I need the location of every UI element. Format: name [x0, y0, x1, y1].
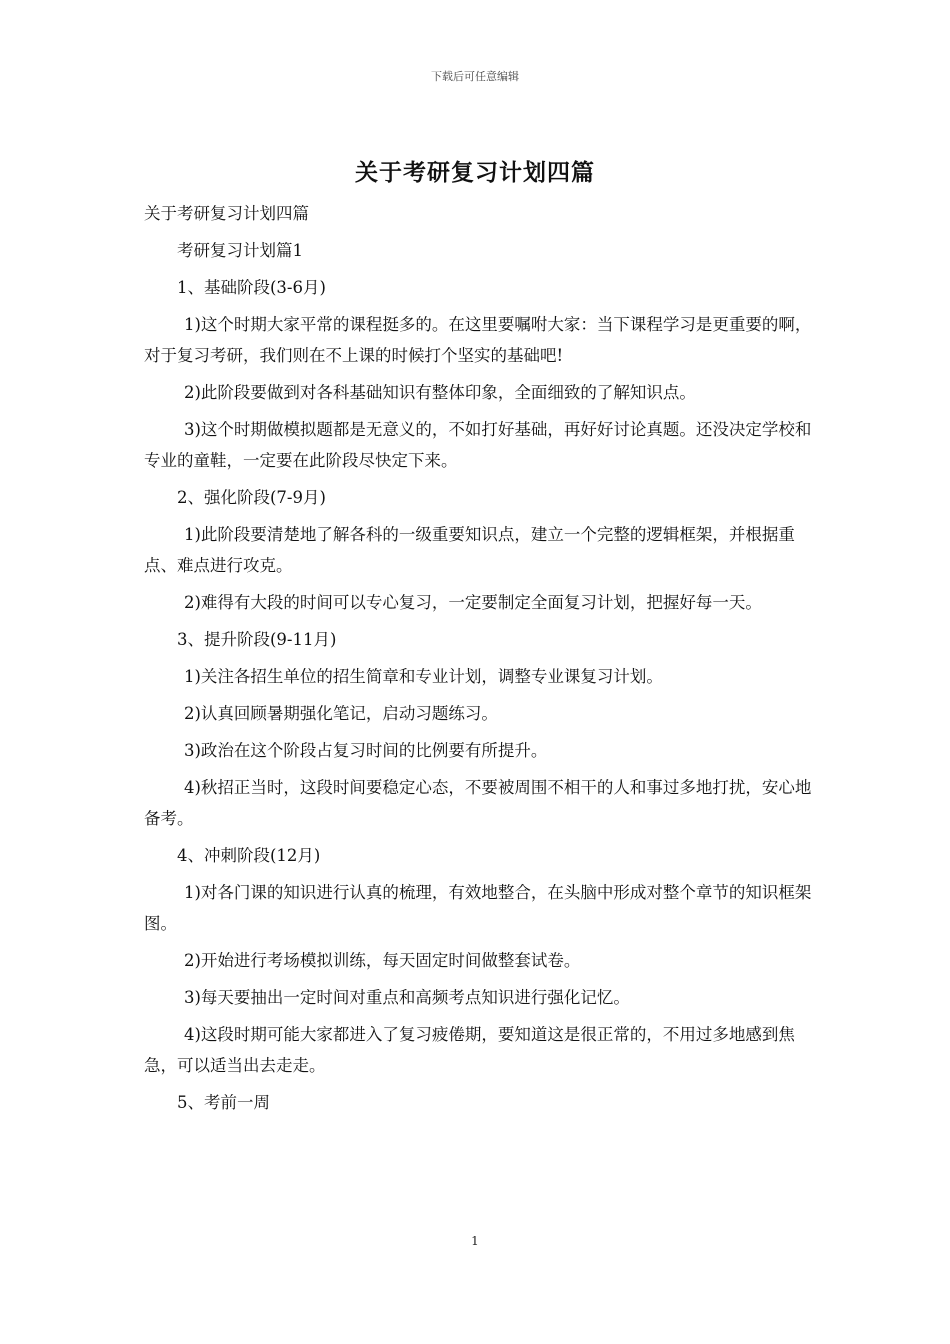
paragraph-item: 4)这段时期可能大家都进入了复习疲倦期，要知道这是很正常的，不用过多地感到焦急，可以适当出去走走。 — [144, 1025, 795, 1075]
paragraph-item: 1)关注各招生单位的招生简章和专业计划，调整专业课复习计划。 — [184, 667, 663, 686]
paragraph-stage-heading: 5、考前一周 — [177, 1093, 270, 1112]
paragraph-section-heading: 考研复习计划篇1 — [177, 241, 303, 260]
paragraph-stage-heading: 1、基础阶段(3-6月) — [177, 278, 326, 297]
paragraph-item: 2)难得有大段的时间可以专心复习，一定要制定全面复习计划，把握好每一天。 — [184, 593, 762, 612]
paragraph-stage-heading: 4、冲刺阶段(12月) — [177, 846, 321, 865]
paragraph-item: 2)认真回顾暑期强化笔记，启动习题练习。 — [184, 704, 498, 723]
page-number: 1 — [471, 1234, 479, 1248]
paragraph-item: 3)政治在这个阶段占复习时间的比例要有所提升。 — [184, 741, 548, 760]
paragraph-item: 3)这个时期做模拟题都是无意义的，不如打好基础，再好好讨论真题。还没决定学校和专业的童鞋，一定要在此阶段尽快定下来。 — [144, 420, 812, 470]
document-title: 关于考研复习计划四篇 — [355, 159, 595, 186]
paragraph-stage-heading: 2、强化阶段(7-9月) — [177, 488, 326, 507]
paragraph-item: 2)此阶段要做到对各科基础知识有整体印象，全面细致的了解知识点。 — [184, 383, 696, 402]
paragraph-item: 4)秋招正当时，这段时间要稳定心态，不要被周围不相干的人和事过多地打扰，安心地备考。 — [144, 778, 812, 828]
header-note: 下载后可任意编辑 — [431, 70, 519, 83]
paragraph-item: 3)每天要抽出一定时间对重点和高频考点知识进行强化记忆。 — [184, 988, 630, 1007]
document-body — [144, 198, 812, 1124]
paragraph-item: 2)开始进行考场模拟训练，每天固定时间做整套试卷。 — [184, 951, 581, 970]
paragraph-item: 1)此阶段要清楚地了解各科的一级重要知识点，建立一个完整的逻辑框架，并根据重点、难点进行攻克。 — [144, 525, 795, 575]
paragraph-item: 1)这个时期大家平常的课程挺多的。在这里要嘱咐大家：当下课程学习是更重要的啊，对于复习考研，我们则在不上课的时候打个坚实的基础吧! — [144, 315, 812, 365]
paragraph-item: 1)对各门课的知识进行认真的梳理，有效地整合，在头脑中形成对整个章节的知识框架图。 — [144, 883, 812, 933]
paragraph-subtitle: 关于考研复习计划四篇 — [144, 204, 309, 223]
paragraph-stage-heading: 3、提升阶段(9-11月) — [177, 630, 337, 649]
